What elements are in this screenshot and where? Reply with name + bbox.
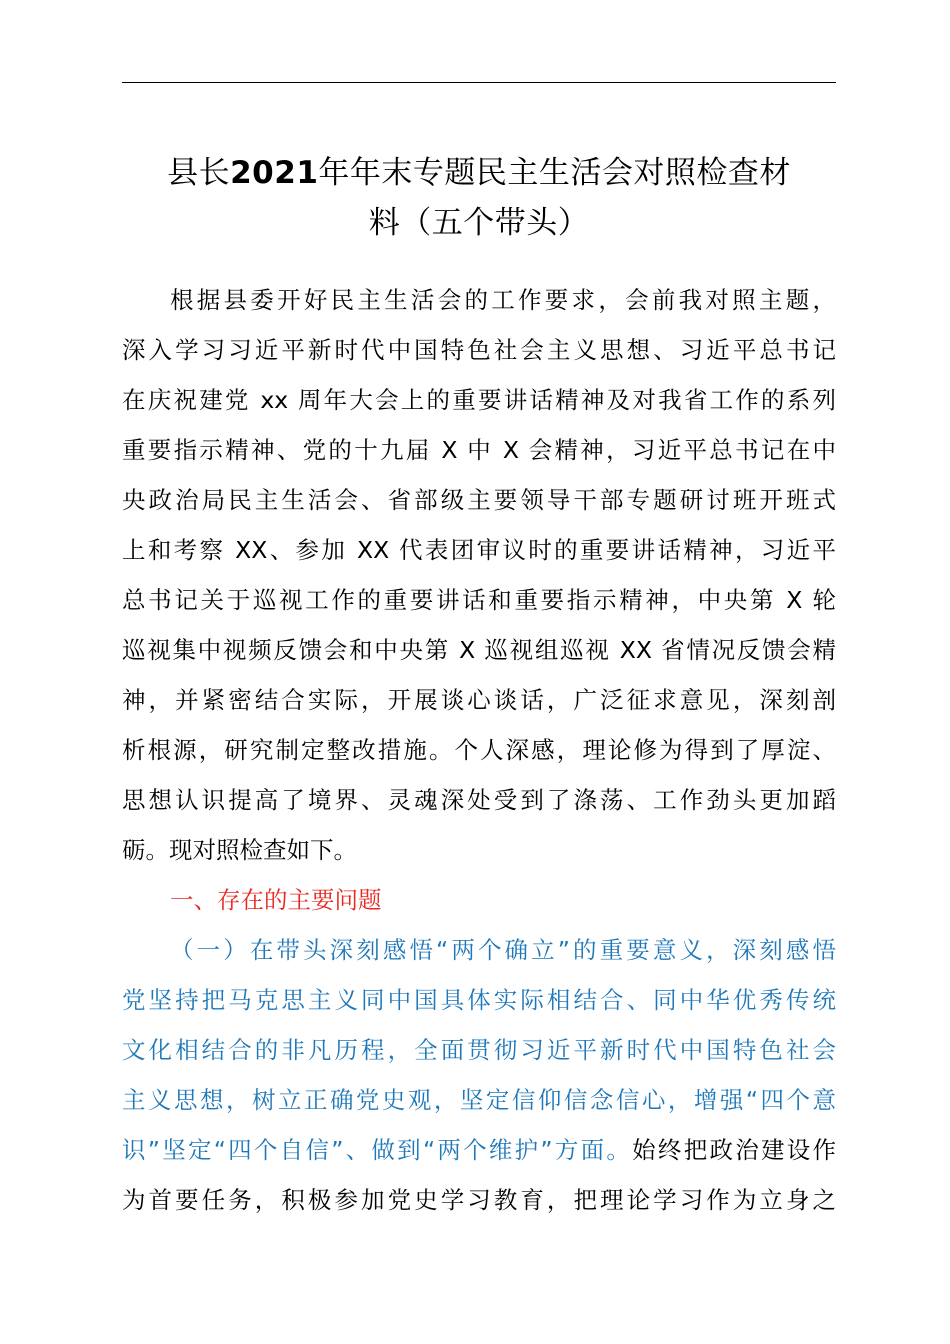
subsection-heading-line: 文化相结合的非凡历程，全面贯彻习近平新时代中国特色社会	[122, 1036, 836, 1064]
intro-line: 思想认识提高了境界、灵魂深处受到了涤荡、工作劲头更加蹈	[122, 786, 836, 814]
intro-line: 总书记关于巡视工作的重要讲话和重要指示精神，中央第 X 轮	[122, 586, 836, 614]
document-title	[122, 148, 836, 248]
subsection-heading-tail-line	[122, 1133, 836, 1167]
intro-line: 深入学习习近平新时代中国特色社会主义思想、习近平总书记	[122, 336, 836, 364]
intro-line: 在庆祝建党 xx 周年大会上的重要讲话精神及对我省工作的系列	[122, 386, 836, 414]
body-text-start: 始终把政治建设作	[632, 1136, 837, 1164]
title-prefix: 县长	[167, 155, 231, 191]
title-year: 2021	[230, 155, 319, 191]
subsection-heading-tail: 识”坚定“四个自信”、做到“两个维护”方面。	[122, 1136, 633, 1164]
intro-line: 砺。现对照检查如下。	[122, 836, 357, 864]
intro-line: 巡视集中视频反馈会和中央第 X 巡视组巡视 XX 省情况反馈会精	[122, 636, 836, 664]
intro-line: 根据县委开好民主生活会的工作要求，会前我对照主题，	[170, 286, 836, 314]
subsection-heading-line: （一）在带头深刻感悟“两个确立”的重要意义，深刻感悟	[170, 936, 836, 964]
section-heading-problems: 一、存在的主要问题	[170, 886, 382, 914]
body-line: 为首要任务，积极参加党史学习教育，把理论学习作为立身之	[122, 1186, 836, 1214]
intro-line: 析根源，研究制定整改措施。个人深感，理论修为得到了厚淀、	[122, 736, 836, 764]
intro-line: 神，并紧密结合实际，开展谈心谈话，广泛征求意见，深刻剖	[122, 686, 836, 714]
intro-line: 上和考察 XX、参加 XX 代表团审议时的重要讲话精神，习近平	[122, 536, 836, 564]
intro-line: 重要指示精神、党的十九届 X 中 X 会精神，习近平总书记在中	[122, 436, 836, 464]
intro-line: 央政治局民主生活会、省部级主要领导干部专题研讨班开班式	[122, 486, 836, 514]
subsection-heading-line: 主义思想，树立正确党史观，坚定信仰信念信心，增强“四个意	[122, 1086, 836, 1114]
title-line-2: 料（五个带头）	[368, 205, 590, 241]
subsection-heading-line: 党坚持把马克思主义同中国具体实际相结合、同中华优秀传统	[122, 986, 836, 1014]
header-rule	[122, 82, 836, 83]
title-rest: 年年末专题民主生活会对照检查材	[318, 155, 791, 191]
